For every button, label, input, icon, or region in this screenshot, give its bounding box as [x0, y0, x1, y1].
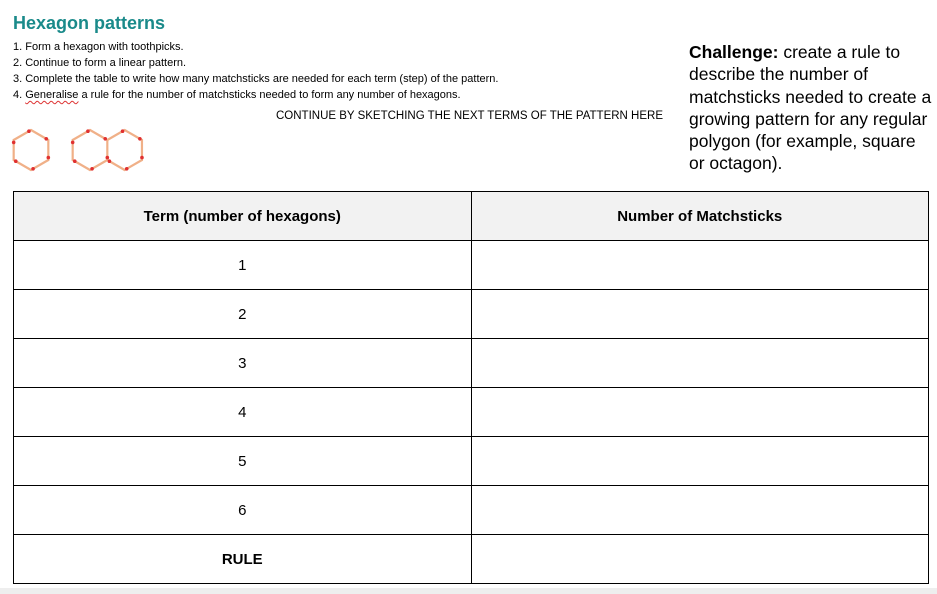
match-head [121, 129, 125, 133]
instruction-step-3: 3. Complete the table to write how many matchsticks are needed for each term (step) of the pattern. [13, 73, 499, 85]
instruction-list [13, 39, 498, 103]
term-cell: 2 [14, 290, 472, 339]
instruction-step-4-rest: a rule for the number of matchsticks needed to form any number of hexagons. [78, 89, 461, 101]
hexagon-pattern-illustration [6, 122, 156, 178]
match-head [71, 141, 75, 145]
match-head [14, 159, 18, 163]
matchstick-table [13, 191, 929, 584]
match-head [138, 137, 142, 141]
match-head [108, 159, 112, 163]
matchsticks-answer-cell[interactable] [471, 437, 929, 486]
match-head [12, 141, 16, 145]
instruction-step-4 [13, 87, 498, 103]
table-row [14, 486, 929, 535]
match-head [86, 129, 90, 133]
matchstick-lines [14, 130, 142, 170]
match-head [106, 156, 110, 160]
table-header-row [14, 192, 929, 241]
match-head [140, 156, 144, 160]
table-row-rule [14, 535, 929, 584]
term-cell: 3 [14, 339, 472, 388]
instruction-step-4-prefix: 4. [13, 89, 26, 101]
challenge-body: create a rule to describe the number of matchsticks needed to create a growing pattern for any regular polygon (for example, square or octagon). [689, 42, 932, 174]
table-row [14, 388, 929, 437]
table-row [14, 241, 929, 290]
rule-label-cell: RULE [14, 535, 472, 584]
instruction-step-2: 2. Continue to form a linear pattern. [13, 57, 187, 69]
spellcheck-flagged-word[interactable]: Generalise [25, 89, 79, 101]
matchsticks-column-header: Number of Matchsticks [471, 192, 929, 241]
page-bottom-edge [0, 588, 937, 594]
rule-answer-cell[interactable] [471, 535, 929, 584]
sketch-instruction: CONTINUE BY SKETCHING THE NEXT TERMS OF THE PATTERN HERE [276, 110, 664, 122]
matchsticks-answer-cell[interactable] [471, 339, 929, 388]
table-row [14, 437, 929, 486]
match-head [27, 129, 31, 133]
page-title: Hexagon patterns [13, 13, 166, 33]
match-head [125, 167, 129, 171]
match-head [103, 137, 107, 141]
challenge-label: Challenge: [689, 42, 779, 62]
term-cell: 4 [14, 388, 472, 437]
match-head [47, 156, 51, 160]
matchsticks-answer-cell[interactable] [471, 486, 929, 535]
term-cell: 1 [14, 241, 472, 290]
table-row [14, 290, 929, 339]
matchsticks-answer-cell[interactable] [471, 388, 929, 437]
table-row [14, 339, 929, 388]
match-head [90, 167, 94, 171]
match-head [73, 159, 77, 163]
match-head [31, 167, 35, 171]
matchsticks-answer-cell[interactable] [471, 290, 929, 339]
match-heads [12, 129, 144, 170]
challenge-text [689, 41, 934, 175]
term-cell: 5 [14, 437, 472, 486]
instruction-step-1: 1. Form a hexagon with toothpicks. [13, 41, 184, 53]
matchsticks-answer-cell[interactable] [471, 241, 929, 290]
term-cell: 6 [14, 486, 472, 535]
term-column-header: Term (number of hexagons) [14, 192, 472, 241]
match-head [44, 137, 48, 141]
